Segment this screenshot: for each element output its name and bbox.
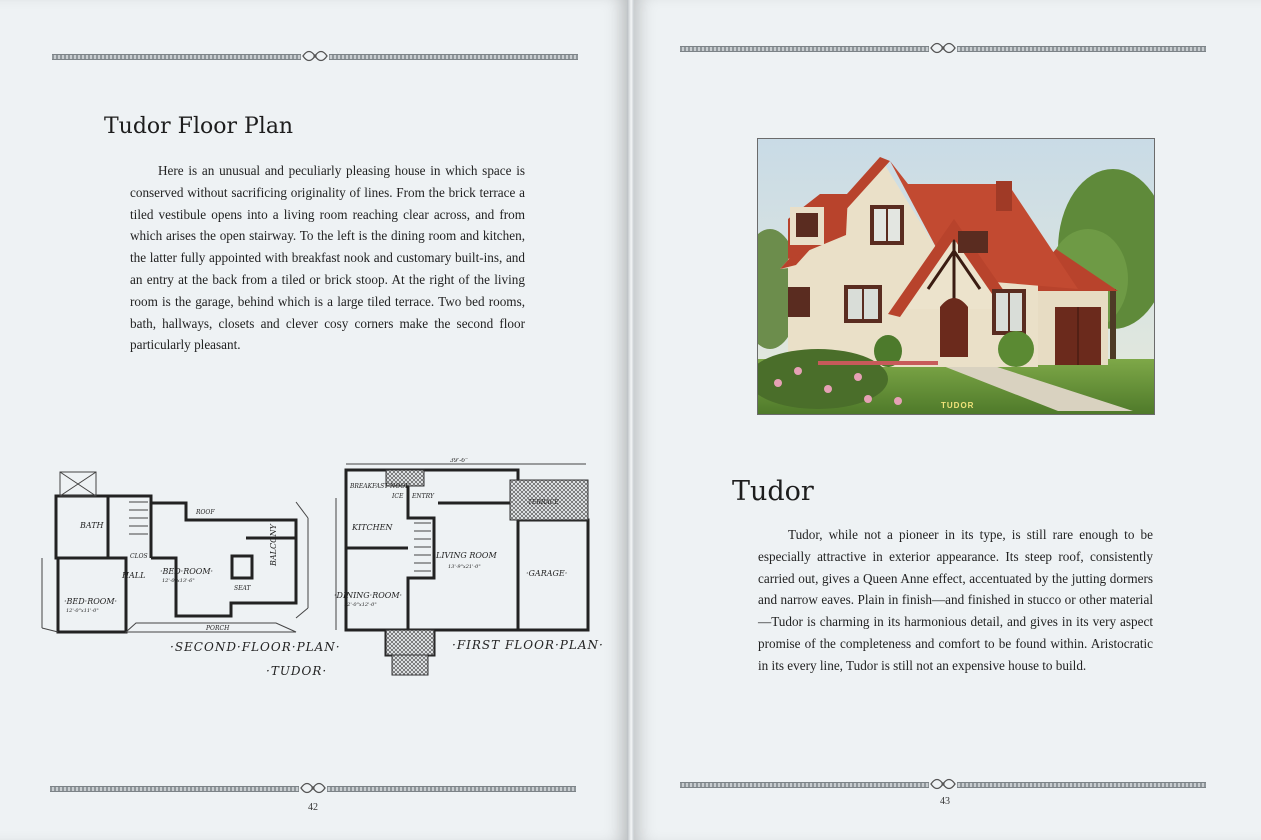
room-label-entry: ENTRY (412, 493, 434, 500)
room-label-bath: BATH (80, 521, 104, 530)
dimension-dining: 12'-0"x12'-0" (344, 602, 377, 608)
house-painting (758, 139, 1154, 414)
dimension-bed: 12'-0"x13'-6" (162, 578, 195, 584)
plan-house-name: ·TUDOR· (266, 664, 328, 678)
house-illustration (757, 138, 1155, 415)
dimension-living: 13'-9"x21'-0" (448, 564, 481, 570)
page-number: 43 (940, 796, 950, 807)
intro-paragraph: Here is an unusual and peculiarly pleasing house in which space is conserved without sacrificing originality of lines. From the brick terrace a tiled vestibule opens into a living room reaching clear across, and from which arises the open stairway. To the left is the dining room and kitchen, the latter fully appointed with breakfast nook and customary built-ins, and an entry at the back from a tiled or brick stoop. At the right of the living room is the garage, behind which is a large tiled terrace. Two bed rooms, bath, hallways, closets and clever cosy corners make the second floor particularly pleasant. (130, 163, 525, 353)
room-label-clos: CLOS (130, 553, 148, 560)
description-paragraph: Tudor, while not a pioneer in its type, is still rare enough to be especially attractive in exterior appearance. Its steep roof, consistently carried out, gives a Queen Anne effect, accentuated by the jutting dormers and narrow eaves. Plain in finish—and finished in stucco or other material—Tudor is charming in its harmonious detail, and gives in its very aspect promise of the completeness and comfort to be found within. Aristocratic in its every line, Tudor is still not an expensive house to build. (758, 527, 1153, 673)
room-label-porch: PORCH (206, 625, 230, 632)
illustration-label: TUDOR (941, 401, 975, 410)
room-label-living: LIVING ROOM (436, 551, 497, 560)
ornament-icon (301, 48, 329, 64)
dimension-overall: 39'-6" (450, 458, 468, 464)
room-label-seat: SEAT (234, 585, 251, 592)
top-ornamental-rule (52, 52, 578, 60)
ornament-icon (929, 776, 957, 792)
book-gutter (627, 0, 634, 840)
first-floor-caption: ·FIRST FLOOR·PLAN· (452, 638, 604, 652)
ornament-icon (299, 780, 327, 796)
ornament-icon (929, 40, 957, 56)
page-number: 42 (308, 802, 318, 813)
room-label-ice: ICE (392, 493, 404, 500)
room-label-terrace: TERRACE (528, 499, 559, 506)
room-label-hall: HALL (122, 571, 146, 580)
top-ornamental-rule (680, 44, 1206, 52)
room-label-balcony: BALCONY (269, 524, 278, 566)
right-page (634, 0, 1261, 840)
room-label-garage: ·GARAGE· (526, 569, 568, 578)
page-title: Tudor Floor Plan (104, 114, 294, 139)
left-page (0, 0, 627, 840)
room-label-bed-2: ·BED·ROOM· (160, 567, 214, 576)
second-floor-caption: ·SECOND·FLOOR·PLAN· (170, 640, 341, 654)
room-label-roof: ROOF (196, 509, 215, 516)
dimension-bed-2: 12'-0"x11'-0" (66, 608, 99, 614)
bottom-ornamental-rule (680, 780, 1206, 788)
room-label-bed-1: ·BED·ROOM· (64, 597, 118, 606)
room-label-breakfast: BREAKFAST NOOK (350, 483, 410, 490)
bottom-ornamental-rule (50, 784, 576, 792)
room-label-kitchen: KITCHEN (352, 523, 393, 532)
page-title: Tudor (732, 476, 814, 507)
room-label-dining: ·DINING·ROOM· (334, 591, 403, 600)
